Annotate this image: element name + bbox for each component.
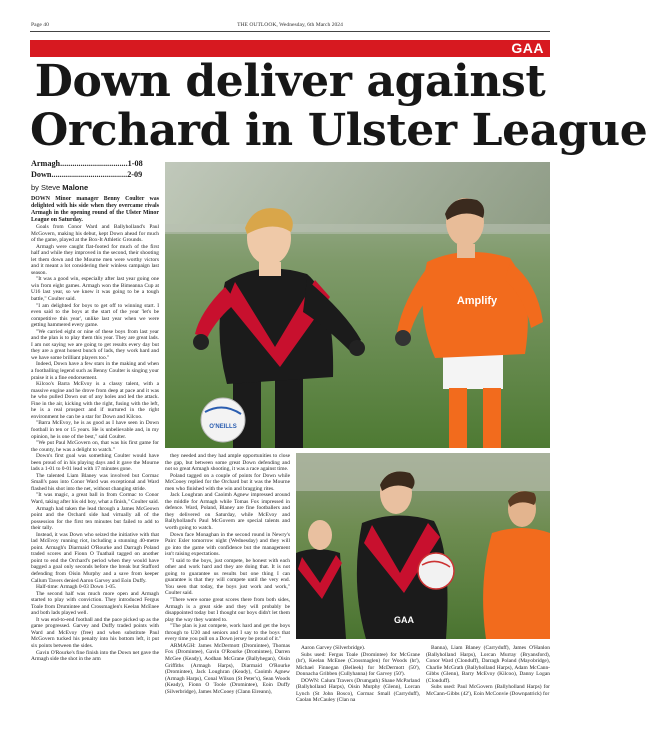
article-paragraph: "It was a good win, especially after last year going one win from eight games. Armagh won the Bimeanna Cup at U16 last year, so we knew it was going to be a tough battle," Coulter said. [31,276,159,303]
article-column-2 [165,453,290,729]
article-paragraph: Armagh were caught flat-footed for much of the first half and while they improved in the second, their shooting let them down and the Mourne men were worthy victors and it meant a lot considering their winless campaign last season. [31,243,159,276]
headline-line-2: Orchard in Ulster League [30,105,647,156]
match-photo-2 [296,453,550,639]
article-paragraph: Down face Monaghan in the second round in Newry's Pairc Esler tomorrow night (Wednesday) and they will go into the game with confidence but the management isn't raising expectations. [165,531,290,558]
article-column-3 [296,645,420,729]
score-down: Down.....................................2-09 [31,170,143,179]
article-paragraph: "The plan is just compete, work hard and get the boys through to U20 and seniors and I say to the boys that every time you pull on a Down jersey be proud of it." [165,623,290,643]
article-paragraph: "I am delighted for boys to get off to winning start. I even said to the boys at the start of the year 'let's be competitive this year', unlike last year when we were getting hammered every game. [31,302,159,329]
article-column-4 [426,645,550,729]
score-armagh: Armagh.................................1-08 [31,159,143,168]
byline [31,183,88,192]
article-paragraph: Poland tagged on a couple of points for Down while McCooey replied for the Orchard but it was the Mourne men who finished with the win and bragging rites. [165,472,290,492]
article-paragraph: DOWN: Calum Travers (Drumgath) Shane McParland (Ballyholland Harps), Oisin Murphy (Glenn), Lorcan Lynch (St John Bosco), Cormac Small (Carryduff), Caolan McCauley (Clan na [296,677,420,704]
byline-prefix: by Steve [31,183,63,192]
article-paragraph: Down's first goal was something Coulter would have been proud of in his playing days and it gave the Mourne lads a 1-01 to 0-01 lead with 17 minutes gone. [31,453,159,473]
football-2 [418,553,454,589]
article-paragraph: "Barra McEvoy, he is as good as I have seen in Down football in ten or 15 years. He is unbelievable and, in my opinion, he is one of the best," said Coulter. [31,420,159,440]
article-paragraph: Aaron Garvey (Silverbridge). [301,645,366,651]
article-paragraph: Subs used: Fergus Toale (Dromintee) for McGrane (ht'), Keelan McEnee (Crossmaglen) for Woods (ht'), Michael Finnegan (Belleek) for McDermott (50'), Donnacha Gribben (Cullyhanna) for Garvey (50'). [296,651,420,678]
article-paragraph: Goals from Conor Ward and Ballyholland's Paul McGovern, making his debut, kept Down ahead for much of the game, played at the Box-It Athletic Grounds. [31,224,159,244]
article-paragraph: The talented Liam Blaney was involved but Cormac Small's pass into Conor Ward was exceptional and Ward flashed his shot into the net, without changing stride. [31,472,159,492]
down-sponsor: GAA [394,615,414,625]
match-photo-1-illustration [165,162,550,448]
article-paragraph: Half-time: Armagh 0-03 Down 1-05. [36,584,117,591]
article-paragraph: Gavin O'Rourke's fine finish into the Down net gave the Armagh side the shot in the arm [31,649,159,663]
match-photo-1 [165,162,550,448]
article-paragraph: ARMAGH: James McDermott (Dromintee), Thomas Fox (Dromintee), Gavin O'Rourke (Dromintee), Darren McGee (Keady), Aodhan McGrane (Ballyhegan), Oisin Griffiths (Armagh Harps), Diarmaid O'Rourke (Dromintee), Jack Loughran (Keady), Caoimh Agnew (Armagh Harps), Conal Wilson (St Peter's), Sean Woods (Keady), Fionn O Toole (Dromintee), Eoin Duffy (Silverbridge), James McCooey (Clann Eireann), [165,642,290,695]
article-paragraph: Armagh had taken the lead through a James McGeown point and the Orchard side had virtually all of the possession for the first ten minutes but failed to add to their tally. [31,505,159,532]
article-paragraph: they needed and they had ample opportunities to close the gap, but between some great Down defending and not so great Armagh shooting, it was a race against time. [165,453,290,473]
ball-brand: O'NEILLS [209,424,237,430]
article-paragraph: Kilcoo's Barra McEvoy is a classy talent, with a massive engine and he drove from deep at pace and it was he who pulled Down out of any holes and led the attack. Fine in the air, kicking with the right, fusing with the left, he is a real prospect and if nurtured in the right environment he can be a star for Down and Kilcoo. [31,381,159,420]
article-paragraph: "We put Paul McGovern on, that was his first game for the county, he was a delight to watch." [31,440,159,453]
match-photo-2-illustration [296,453,550,639]
page-number: Page 40 [31,22,49,28]
headline [30,56,647,156]
section-bar [30,40,550,57]
publication-info: THE OUTLOOK, Wednesday, 6th March 2024 [237,22,343,28]
football [201,398,245,442]
article-paragraph: DOWN Minor manager Benny Coulter was delighted with his side when they overcame rivals Armagh in the opening round of the Ulster Minor League on Saturday. [31,196,159,223]
article-paragraph: It was end-to-end football and the pace picked up as the game progressed. Garvey and Duffy traded points with Ward and McEvoy (free) and when substitute Paul McGovern tucked his penalty into his bottom left, it put six points between the sides. [31,616,159,649]
article-paragraph: "We carried eight or nine of these boys from last year and the plan is to play them this year. They are great lads. I am not saying we are going to get results every day but they are a great honest bunch of lads, they work hard and we have some brilliant players too." [31,328,159,361]
article-paragraph: The second half was much more open and Armagh started to play with conviction. They introduced Fergus Toale from Drumintee and Crossmaglen's Keelan McEnee and both lads played well. [31,590,159,617]
article-paragraph: "It was magic, a great ball in from Cormac to Conor Ward, taking after his old boy, what a finish," Coulter said. [31,492,159,505]
armagh-sponsor: Amplify [456,295,498,307]
article-paragraph: Banna), Liam Blaney (Carryduff), James O'Hanlon (Ballyholland Harps), Lorcan Murray (Bryansford), Conor Ward (Clonduff), Darragh Poland (Mayobridge), Charlie McGrath (Ballyholland Harps), Adam McCann-Gibbs (Glenn), Barry McEvoy (Kilcoo), Danny Logan (Clonduff). [426,645,550,684]
byline-author: Malone [62,183,89,192]
headline-line-1: Down deliver against [34,56,546,107]
header-rule [30,31,550,32]
article-paragraph: Subs used: Paul McGovern (Ballyholland Harps) for McCann-Gibbs (42'), Eoin McConvie (Downpatrick) for [426,684,550,697]
article-column-1 [31,196,159,729]
article-paragraph: "I said to the boys, just compete, be honest with each other and work hard and they are doing that. It is not going to guarantee us results but one thing I can guarantee is that they will compete until the very end. You seen that today, the boys just work and work," Coulter said. [165,557,290,597]
article-paragraph: Instead, it was Down who seized the initiative with that lad McEvoy running riot, including a stunning 40-metre point. Armagh's Diarmaid O'Rourke and Darragh Poland traded scores and Fionn O Tuathail tagged on another point to end the Orchard's period when they would have bagged a goal only seconds before the break but Stafford defending from Oisin Murphy and a save from keeper Callum Tavers denied Aaron Garvey and Eoin Duffy. [31,531,159,584]
article-paragraph: Jack Loughran and Caoimh Agnew impressed around the middle for Armagh while Tomas Fox impressed in defence. Ward, Poland, Blaney are fine footballers and they delivered on Saturday, while McEvoy and Ballyholland's Paul McGovern are special talents and worth going to watch. [165,492,290,532]
article-paragraph: Indeed, Down have a few stars in the making and when a footballing legend such as Benny Coulter is singing your praise it is a fine endorsement. [31,361,159,381]
section-label: GAA [511,40,544,56]
article-paragraph: "There were some great scores there from both sides, Armagh is a great side and they will probably be disappointed today but I thought our boys didn't let them play the way they wanted to. [165,597,290,623]
